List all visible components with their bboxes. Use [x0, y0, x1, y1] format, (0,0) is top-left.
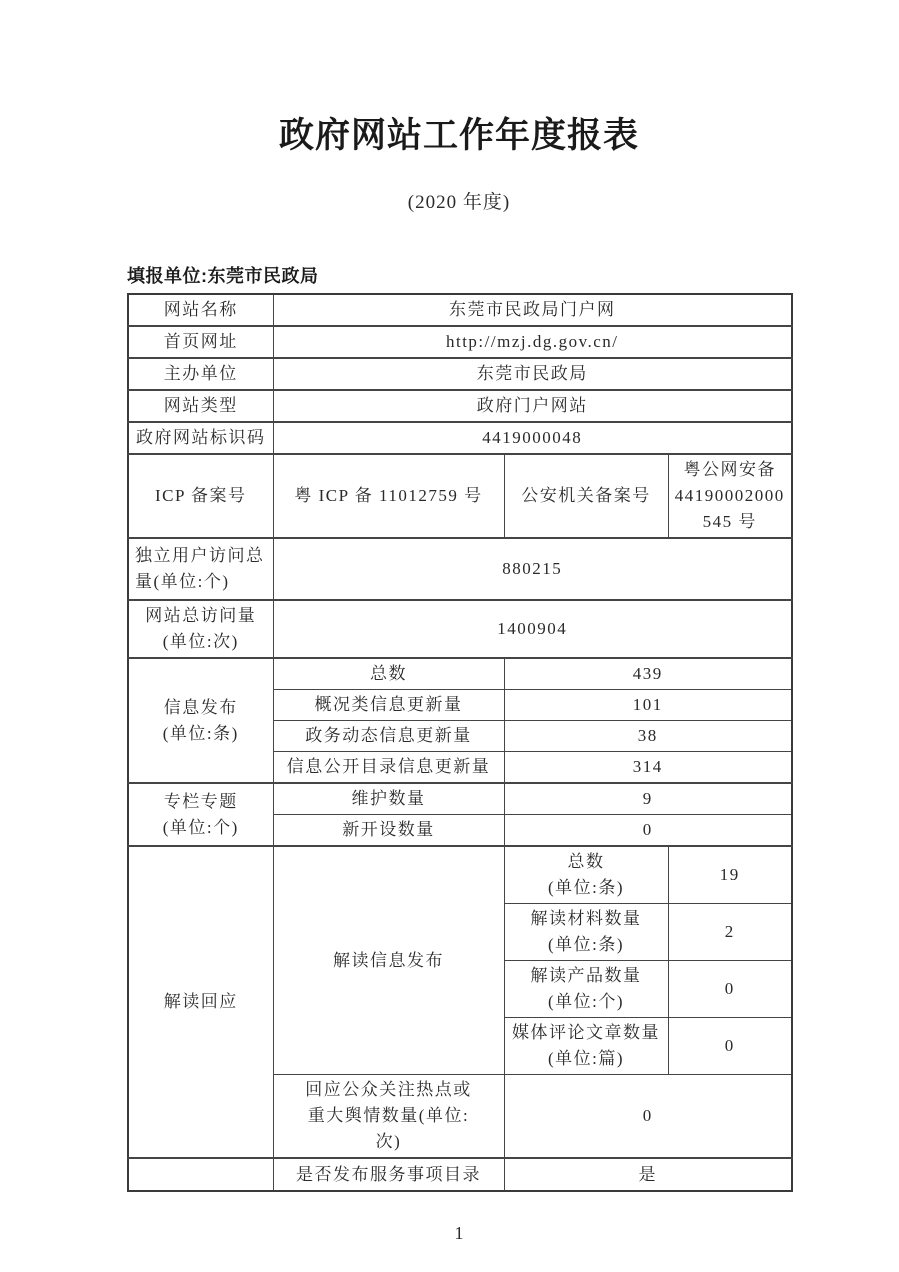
row-site-type	[128, 390, 792, 422]
row-site-name	[128, 294, 792, 326]
organizer-value: 东莞市民政局	[273, 358, 792, 390]
total-visits-value: 1400904	[273, 600, 792, 658]
row-organizer	[128, 358, 792, 390]
info-release-item-value: 38	[504, 721, 792, 752]
row-interpretation-total	[128, 846, 792, 904]
special-columns-item-label: 新开设数量	[273, 815, 504, 847]
info-release-item-label: 总数	[273, 658, 504, 690]
service-catalog-empty-cell	[128, 1158, 273, 1191]
police-record-label: 公安机关备案号	[504, 454, 668, 538]
special-columns-item-value: 9	[504, 783, 792, 815]
info-release-item-value: 439	[504, 658, 792, 690]
site-code-value: 4419000048	[273, 422, 792, 454]
interpretation-item-label: 总数 (单位:条)	[504, 846, 668, 904]
hotspot-response-value: 0	[504, 1075, 792, 1159]
info-release-item-label: 信息公开目录信息更新量	[273, 752, 504, 784]
service-catalog-label: 是否发布服务事项目录	[273, 1158, 504, 1191]
page-number: 1	[454, 1223, 464, 1243]
interpretation-publish-label: 解读信息发布	[273, 846, 504, 1075]
site-name-label: 网站名称	[128, 294, 273, 326]
row-service-catalog	[128, 1158, 792, 1191]
row-home-url	[128, 326, 792, 358]
info-release-item-label: 概况类信息更新量	[273, 690, 504, 721]
interpretation-item-value: 0	[668, 1018, 792, 1075]
icp-label: ICP 备案号	[128, 454, 273, 538]
unique-visitors-label: 独立用户访问总 量(单位:个)	[128, 538, 273, 600]
site-name-value: 东莞市民政局门户网	[273, 294, 792, 326]
site-type-label: 网站类型	[128, 390, 273, 422]
total-visits-label: 网站总访问量 (单位:次)	[128, 600, 273, 658]
annual-report-table	[127, 293, 793, 1192]
special-columns-item-label: 维护数量	[273, 783, 504, 815]
icp-value: 粤 ICP 备 11012759 号	[273, 454, 504, 538]
interpretation-item-value: 2	[668, 904, 792, 961]
row-info-release-total	[128, 658, 792, 690]
home-url-label: 首页网址	[128, 326, 273, 358]
interpretation-item-value: 0	[668, 961, 792, 1018]
row-site-code	[128, 422, 792, 454]
organizer-label: 主办单位	[128, 358, 273, 390]
hotspot-response-label: 回应公众关注热点或 重大舆情数量(单位: 次)	[273, 1075, 504, 1159]
interpretation-item-label: 解读产品数量 (单位:个)	[504, 961, 668, 1018]
row-total-visits	[128, 600, 792, 658]
home-url-value: http://mzj.dg.gov.cn/	[273, 326, 792, 358]
row-unique-visitors	[128, 538, 792, 600]
info-release-item-value: 314	[504, 752, 792, 784]
reporting-unit-line: 填报单位:东莞市民政局	[127, 266, 319, 286]
document-subtitle: (2020 年度)	[407, 192, 511, 213]
interpretation-item-value: 19	[668, 846, 792, 904]
document-title: 政府网站工作年度报表	[278, 116, 639, 155]
row-icp	[128, 454, 792, 538]
unique-visitors-value: 880215	[273, 538, 792, 600]
site-code-label: 政府网站标识码	[128, 422, 273, 454]
row-special-columns-maintained	[128, 783, 792, 815]
service-catalog-value: 是	[504, 1158, 792, 1191]
special-columns-label: 专栏专题 (单位:个)	[128, 783, 273, 846]
special-columns-item-value: 0	[504, 815, 792, 847]
info-release-item-label: 政务动态信息更新量	[273, 721, 504, 752]
interpretation-item-label: 解读材料数量 (单位:条)	[504, 904, 668, 961]
info-release-label: 信息发布 (单位:条)	[128, 658, 273, 783]
police-record-value: 粤公网安备 44190002000 545 号	[668, 454, 792, 538]
site-type-value: 政府门户网站	[273, 390, 792, 422]
document-content	[127, 0, 791, 1244]
interpretation-item-label: 媒体评论文章数量 (单位:篇)	[504, 1018, 668, 1075]
info-release-item-value: 101	[504, 690, 792, 721]
interpretation-label: 解读回应	[128, 846, 273, 1158]
